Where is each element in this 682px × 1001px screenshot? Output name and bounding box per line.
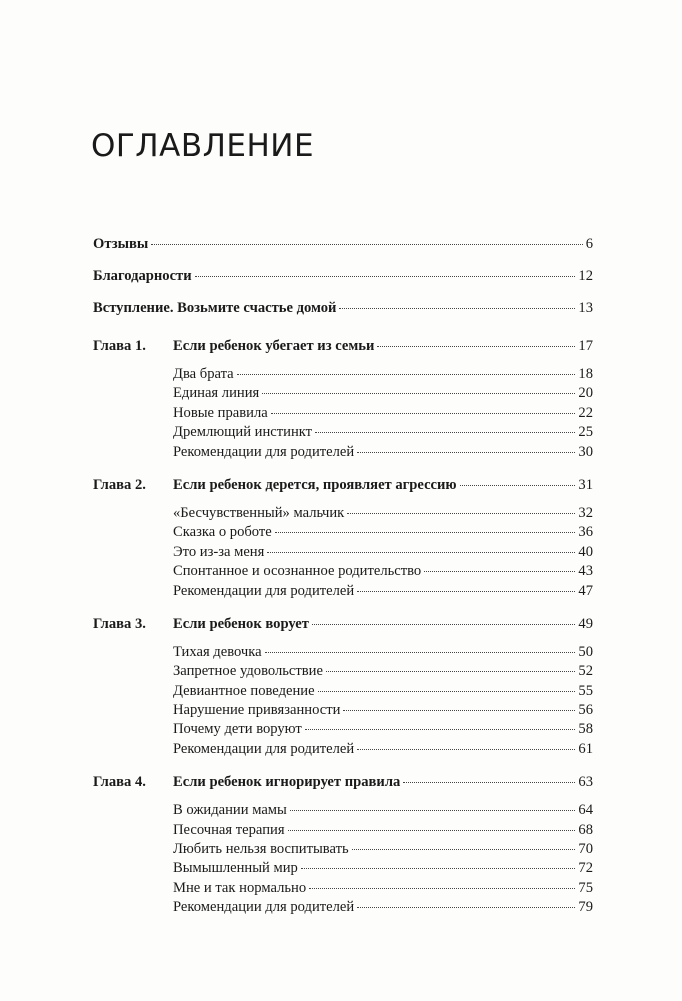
section-title: Почему дети воруют: [173, 721, 302, 738]
chapter-number: Глава 2.: [93, 476, 146, 493]
toc-section[interactable]: [93, 424, 593, 443]
section-title: Любить нельзя воспитывать: [173, 841, 349, 858]
toc-entry-reviews[interactable]: [93, 236, 593, 268]
dot-leader: [271, 412, 576, 414]
section-title: Дремлющий инстинкт: [173, 424, 313, 441]
section-page: 43: [578, 563, 593, 580]
toc-entry-page: 12: [578, 268, 593, 284]
section-page: 40: [578, 543, 593, 560]
chapter-number: Глава 1.: [93, 338, 146, 354]
chapter-page: 31: [578, 476, 593, 493]
section-title: Вымышленный мир: [173, 860, 298, 877]
dot-leader: [347, 512, 575, 514]
toc-entry-title: Отзывы: [93, 236, 149, 252]
toc-entry-page: 13: [578, 300, 593, 316]
section-page: 56: [578, 702, 593, 719]
dot-leader: [357, 906, 575, 908]
section-title: Новые правила: [173, 404, 268, 421]
toc-section[interactable]: [93, 721, 593, 740]
chapter-number: Глава 4.: [93, 774, 146, 791]
dot-leader: [460, 484, 576, 486]
section-page: 32: [578, 504, 593, 521]
toc-entry-page: 6: [585, 236, 593, 252]
section-title: Сказка о роботе: [173, 524, 272, 541]
section-page: 75: [578, 879, 593, 896]
toc-entry-title: Вступление. Возьмите счастье домой: [93, 300, 337, 316]
toc-section[interactable]: [93, 802, 593, 821]
dot-leader: [339, 307, 575, 309]
toc-section[interactable]: [93, 860, 593, 879]
toc-section[interactable]: [93, 366, 593, 385]
section-title: Тихая девочка: [173, 643, 262, 660]
table-of-contents: [93, 236, 593, 919]
page-title: ОГЛАВЛЕНИЕ: [91, 128, 315, 164]
section-page: 55: [578, 682, 593, 699]
section-title: Нарушение привязанности: [173, 702, 341, 719]
spacer: [93, 602, 593, 616]
dot-leader: [312, 623, 576, 625]
toc-chapter-4[interactable]: [93, 774, 593, 802]
toc-section[interactable]: [93, 841, 593, 860]
dot-leader: [357, 748, 575, 750]
section-page: 18: [578, 366, 593, 382]
dot-leader: [424, 570, 575, 572]
chapter-page: 49: [578, 615, 593, 632]
section-page: 20: [578, 385, 593, 402]
section-page: 58: [578, 721, 593, 738]
toc-entry-acknowledgements[interactable]: [93, 268, 593, 300]
section-page: 30: [578, 443, 593, 460]
chapter-number: Глава 3.: [93, 615, 146, 632]
dot-leader: [309, 887, 575, 889]
section-title: Мне и так нормально: [173, 879, 307, 896]
chapter-title: Если ребенок дерется, проявляет агрессию: [173, 476, 457, 493]
section-page: 72: [578, 860, 593, 877]
section-title: Единая линия: [173, 385, 260, 402]
section-title: Спонтанное и осознанное родительство: [173, 563, 422, 580]
dot-leader: [403, 781, 575, 783]
dot-leader: [262, 392, 575, 394]
dot-leader: [265, 651, 576, 653]
section-page: 79: [578, 899, 593, 916]
section-title: Девиантное поведение: [173, 682, 315, 699]
toc-section[interactable]: [93, 702, 593, 721]
toc-section[interactable]: [93, 663, 593, 682]
dot-leader: [151, 243, 582, 245]
dot-leader: [318, 690, 576, 692]
dot-leader: [357, 451, 575, 453]
section-page: 47: [578, 582, 593, 599]
dot-leader: [377, 345, 575, 347]
section-title: Рекомендации для родителей: [173, 443, 355, 460]
section-title: Рекомендации для родителей: [173, 582, 355, 599]
section-title: Запретное удовольствие: [173, 663, 323, 680]
toc-section[interactable]: [93, 822, 593, 841]
section-page: 70: [578, 841, 593, 858]
toc-section[interactable]: [93, 899, 593, 918]
toc-chapter-3[interactable]: [93, 616, 593, 644]
toc-section[interactable]: [93, 741, 593, 760]
dot-leader: [343, 709, 575, 711]
section-page: 36: [578, 524, 593, 541]
section-title: Песочная терапия: [173, 821, 285, 838]
section-title: Рекомендации для родителей: [173, 899, 355, 916]
dot-leader: [237, 373, 576, 375]
chapter-page: 63: [578, 774, 593, 791]
toc-section[interactable]: [93, 880, 593, 899]
toc-section[interactable]: [93, 385, 593, 404]
toc-section[interactable]: [93, 583, 593, 602]
chapter-title: Если ребенок ворует: [173, 615, 309, 632]
chapter-page: 17: [578, 338, 593, 354]
toc-section[interactable]: [93, 563, 593, 582]
dot-leader: [301, 867, 576, 869]
section-title: Это из-за меня: [173, 543, 265, 560]
toc-section[interactable]: [93, 683, 593, 702]
section-page: 52: [578, 663, 593, 680]
dot-leader: [326, 670, 575, 672]
toc-section[interactable]: [93, 505, 593, 524]
toc-section[interactable]: [93, 444, 593, 463]
section-page: 50: [578, 643, 593, 660]
dot-leader: [275, 531, 576, 533]
section-page: 25: [578, 424, 593, 441]
toc-entry-title: Благодарности: [93, 268, 192, 284]
toc-section[interactable]: [93, 524, 593, 543]
section-title: В ожидании мамы: [173, 802, 287, 819]
dot-leader: [352, 848, 576, 850]
dot-leader: [315, 431, 575, 433]
section-page: 22: [578, 404, 593, 421]
toc-section[interactable]: [93, 644, 593, 663]
spacer: [93, 760, 593, 774]
section-title: Два брата: [173, 366, 234, 382]
toc-chapter-1[interactable]: [93, 338, 593, 366]
dot-leader: [195, 275, 576, 277]
dot-leader: [288, 829, 576, 831]
chapter-title: Если ребенок игнорирует правила: [173, 774, 401, 791]
chapter-title: Если ребенок убегает из семьи: [173, 338, 375, 354]
toc-chapter-2[interactable]: [93, 477, 593, 505]
section-page: 61: [578, 740, 593, 757]
section-page: 64: [578, 802, 593, 819]
toc-entry-introduction[interactable]: [93, 300, 593, 332]
section-page: 68: [578, 821, 593, 838]
section-title: Рекомендации для родителей: [173, 740, 355, 757]
section-title: «Бесчувственный» мальчик: [173, 504, 345, 521]
dot-leader: [357, 590, 575, 592]
dot-leader: [290, 809, 576, 811]
toc-section[interactable]: [93, 544, 593, 563]
dot-leader: [267, 551, 575, 553]
spacer: [93, 463, 593, 477]
dot-leader: [305, 728, 576, 730]
toc-section[interactable]: [93, 405, 593, 424]
